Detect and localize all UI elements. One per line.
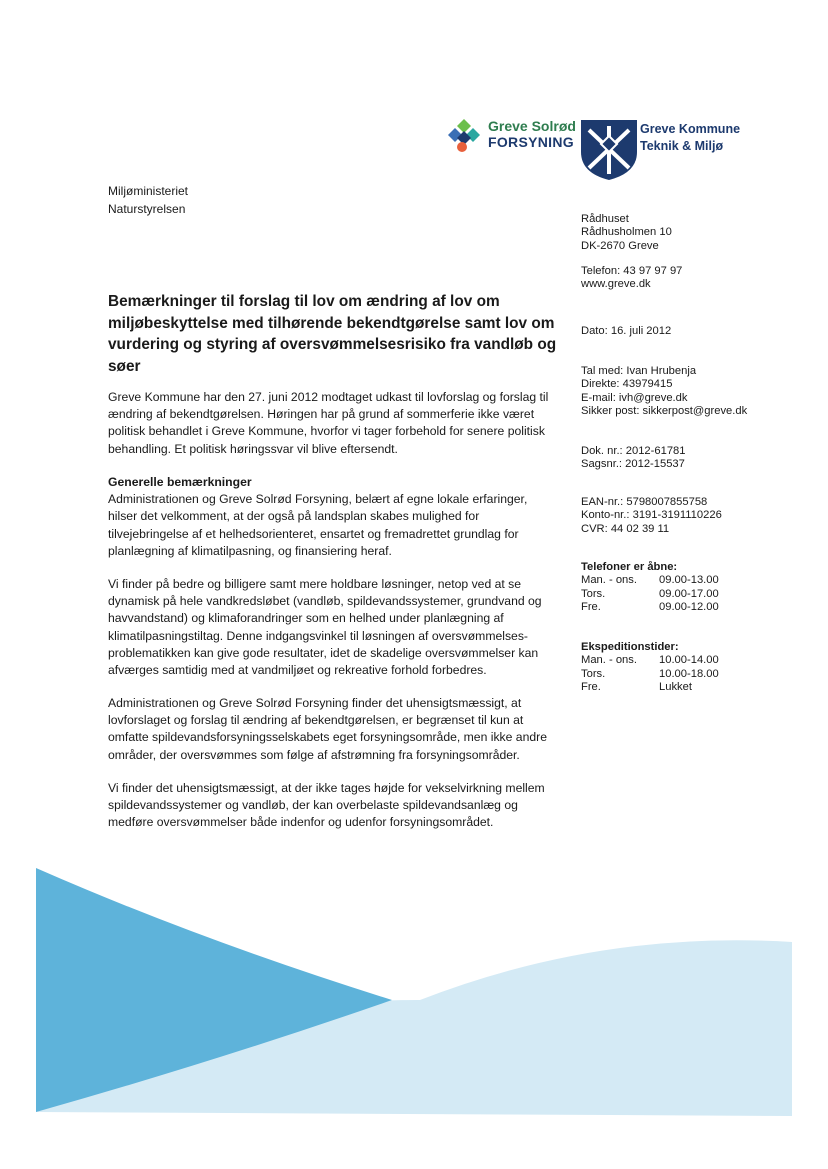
hours-day: Man. - ons. — [581, 654, 637, 667]
office-hours — [581, 641, 771, 695]
text-line: tilvejebringelse af et helhedsorienteret, ensartet og fremadrettet grundlag for — [108, 526, 519, 541]
hours-time: 10.00-18.00 — [659, 667, 719, 680]
text-line: områder, der oversvømmes som følge af afstrømning fra forsyningsområder. — [108, 747, 520, 762]
paragraph-intro — [108, 389, 570, 458]
paragraph-scope — [108, 695, 570, 764]
paragraph-solutions — [108, 576, 570, 679]
address-line: DK-2670 Greve — [581, 239, 659, 252]
text-line: planlægning af klimatilpasning, og finansiering heraf. — [108, 543, 392, 558]
text-line: omfatte spildevandsforsyningsselskabets eget forsyningsområde, men ikke andre — [108, 730, 547, 745]
text-line: behandling. Et politisk høringssvar vil blive eftersendt. — [108, 441, 398, 456]
text-line: ændring af bekendtgørelsen. Høringen har på grund af sommerferie ikke været — [108, 407, 535, 422]
document-number: Dok. nr.: 2012-61781 — [581, 445, 686, 457]
office-hours-heading: Ekspeditionstider: — [581, 641, 679, 653]
sidebar-date: Dato: 16. juli 2012 — [581, 325, 672, 337]
address-line: Rådhuset — [581, 213, 629, 225]
text-line: havvandstand) og klimaforandringer som en helhed under planlægning af — [108, 611, 504, 626]
hours-day: Tors. — [581, 587, 606, 600]
text-line: Administrationen og Greve Solrød Forsyning, belært af egne lokale erfaringer, — [108, 492, 528, 507]
cvr-number: CVR: 44 02 39 11 — [581, 522, 670, 535]
contact-person: Tal med: Ivan Hrubenja — [581, 365, 697, 377]
address-line: Rådhusholmen 10 — [581, 226, 672, 239]
text-line: medføre oversvømmelser både indenfor og udenfor forsyningsområdet. — [108, 815, 494, 830]
section-heading: Generelle bemærkninger — [108, 475, 252, 489]
case-number: Sagsnr.: 2012-15537 — [581, 458, 685, 471]
phone-hours — [581, 561, 771, 615]
greve-kommune-name — [640, 121, 740, 155]
title-line: Bemærkninger til forslag til lov om ændring af lov om — [108, 293, 500, 310]
text-line: spildevandssystemer og vandløb, der kan overbelaste spildevandsanlæg og — [108, 798, 518, 813]
sidebar-address — [581, 213, 771, 253]
title-line: søer — [108, 357, 141, 375]
title-line: miljøbeskyttelse med tilhørende bekendtgørelse samt lov om — [108, 314, 555, 332]
paragraph-general — [108, 474, 570, 560]
text-line: Greve Kommune har den 27. juni 2012 modtaget udkast til lovforslag og forslag til — [108, 390, 549, 404]
account-number: Konto-nr.: 3191-3191110226 — [581, 509, 722, 522]
hours-time: 09.00-17.00 — [659, 587, 719, 600]
decorative-wave-footer — [0, 850, 828, 1169]
recipient-line: Miljøministeriet — [108, 184, 189, 198]
sidebar-person — [581, 365, 771, 419]
sidebar-contact — [581, 265, 771, 292]
gsf-name-line2: FORSYNING — [488, 134, 574, 150]
text-line: klimatilpasningstiltag. Denne indgangsvinkel til løsningen af oversvømmelses- — [108, 628, 528, 643]
text-line: dynamisk på hele vandkredsløbet (vandløb, spildevandssystemer, grundvand og — [108, 594, 542, 609]
text-line: politisk behandlet i Greve Kommune, hvorfor vi tager forbehold for senere politisk — [108, 424, 545, 439]
hours-row — [581, 588, 771, 601]
hours-row — [581, 654, 771, 667]
hours-day: Man. - ons. — [581, 574, 637, 587]
hours-day: Fre. — [581, 681, 601, 694]
phone-line: Telefon: 43 97 97 97 — [581, 265, 683, 277]
direct-phone: Direkte: 43979415 — [581, 378, 673, 391]
greve-solrod-forsyning-logo — [442, 113, 576, 153]
website-link[interactable]: www.greve.dk — [581, 278, 651, 291]
text-line: afværges samtidig med at vandmiljøet og rekreative forhold forbedres. — [108, 663, 487, 678]
sidebar-references — [581, 445, 771, 472]
hours-time: 09.00-12.00 — [659, 601, 719, 614]
title-line: vurdering og styring af oversvømmelsesrisiko fra vandløb og — [108, 336, 557, 353]
coat-of-arms-shield-icon — [579, 118, 639, 181]
phone-hours-heading: Telefoner er åbne: — [581, 561, 678, 573]
hours-row — [581, 574, 771, 587]
text-line: Vi finder på bedre og billigere samt mere holdbare løsninger, netop ved at se — [108, 577, 522, 591]
recipient-line: Naturstyrelsen — [108, 202, 186, 216]
recipient-block — [108, 182, 188, 218]
hours-row — [581, 601, 771, 614]
text-line: lovforslaget og forslag til ændring af bekendtgørelsen, er begrænset til kun at — [108, 713, 524, 728]
hours-row — [581, 668, 771, 681]
gk-name-line1: Greve Kommune — [640, 122, 741, 136]
hours-time: 10.00-14.00 — [659, 654, 719, 667]
hours-time: 09.00-13.00 — [659, 574, 719, 587]
gk-name-line2: Teknik & Miljø — [640, 139, 724, 153]
ean-number: EAN-nr.: 5798007855758 — [581, 496, 708, 508]
secure-email-link[interactable]: Sikker post: sikkerpost@greve.dk — [581, 405, 748, 418]
sidebar-ids — [581, 496, 771, 536]
text-line: Administrationen og Greve Solrød Forsyning finder det uhensigtsmæssigt, at — [108, 696, 522, 710]
paragraph-interaction — [108, 780, 570, 832]
diamond-cluster-icon — [442, 117, 486, 153]
gsf-name-line1: Greve Solrød — [488, 118, 576, 134]
hours-day: Fre. — [581, 601, 601, 614]
text-line: hilser det velkomment, at der også på landsplan skabes mulighed for — [108, 509, 480, 524]
hours-time: Lukket — [659, 681, 692, 694]
text-line: problematikken kan give gode resultater, idet de skadelige oversvømmelser kan — [108, 645, 539, 660]
text-line: Vi finder det uhensigtsmæssigt, at der ikke tages højde for vekselvirkning mellem — [108, 781, 545, 795]
email-link[interactable]: E-mail: ivh@greve.dk — [581, 391, 688, 404]
hours-day: Tors. — [581, 667, 606, 680]
letter-title — [108, 291, 568, 377]
hours-row — [581, 681, 771, 694]
